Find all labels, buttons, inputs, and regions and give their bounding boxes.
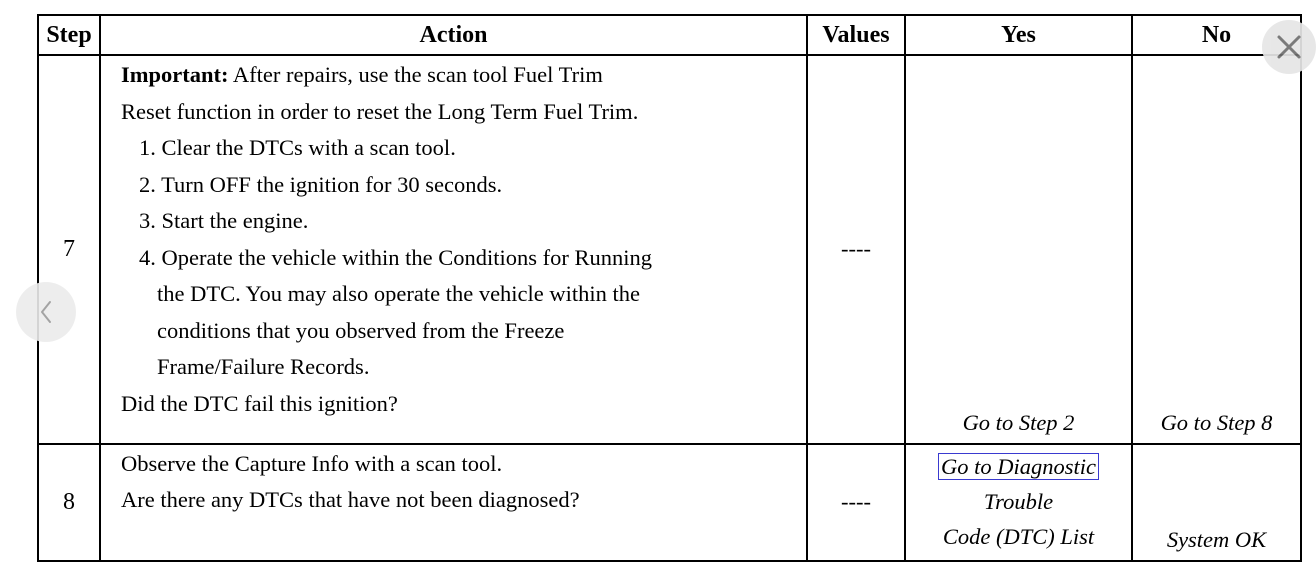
important-text: After repairs, use the scan tool Fuel Trim — [228, 62, 603, 87]
instruction: Observe the Capture Info with a scan tool. — [121, 450, 503, 476]
question: Are there any DTCs that have not been diagnosed? — [121, 487, 580, 513]
list-item: 1. Clear the DTCs with a scan tool. — [139, 135, 456, 160]
header-no: No — [1132, 15, 1301, 55]
step-number: 8 — [38, 444, 100, 561]
close-icon — [1276, 34, 1302, 60]
header-row — [38, 15, 1301, 55]
yes-link-line[interactable]: Trouble — [983, 488, 1054, 514]
action-cell — [100, 444, 807, 561]
header-values: Values — [807, 15, 905, 55]
header-action: Action — [100, 15, 807, 55]
no-system-ok: System OK — [1166, 527, 1267, 552]
previous-button[interactable] — [16, 282, 76, 342]
list-item: 3. Start the engine. — [139, 208, 309, 233]
yes-link-line[interactable]: Code (DTC) List — [942, 523, 1095, 549]
no-link-step-8[interactable]: Go to Step 8 — [1160, 409, 1273, 435]
header-yes: Yes — [905, 15, 1132, 55]
table-row — [38, 444, 1301, 561]
table-row — [38, 55, 1301, 444]
header-step: Step — [38, 15, 100, 55]
yes-cell — [905, 444, 1132, 561]
yes-link-step-2[interactable]: Go to Step 2 — [962, 409, 1075, 435]
important-label: Important: — [121, 62, 229, 87]
step-number: 7 — [38, 55, 100, 444]
yes-cell — [905, 55, 1132, 444]
no-cell — [1132, 55, 1301, 444]
no-cell — [1132, 444, 1301, 561]
close-button[interactable] — [1262, 20, 1316, 74]
yes-link-dtc-list[interactable] — [906, 445, 1131, 554]
values-cell: ---- — [807, 55, 905, 444]
question: Did the DTC fail this ignition? — [121, 390, 398, 416]
list-item-continuation: Frame/Failure Records. — [157, 354, 370, 379]
list-item: 4. Operate the vehicle within the Conditions for Running — [139, 244, 653, 270]
important-text-2: Reset function in order to reset the Long Term Fuel Trim. — [121, 98, 639, 124]
yes-link-line[interactable]: Go to Diagnostic — [938, 453, 1099, 480]
important-note — [121, 57, 806, 94]
chevron-left-icon — [38, 298, 54, 326]
list-item-continuation: the DTC. You may also operate the vehicle within the — [157, 281, 641, 306]
diagnostic-table — [37, 14, 1302, 562]
list-item-continuation: conditions that you observed from the Freeze — [157, 317, 565, 343]
values-cell: ---- — [807, 444, 905, 561]
list-item: 2. Turn OFF the ignition for 30 seconds. — [139, 171, 503, 197]
action-cell — [100, 55, 807, 444]
